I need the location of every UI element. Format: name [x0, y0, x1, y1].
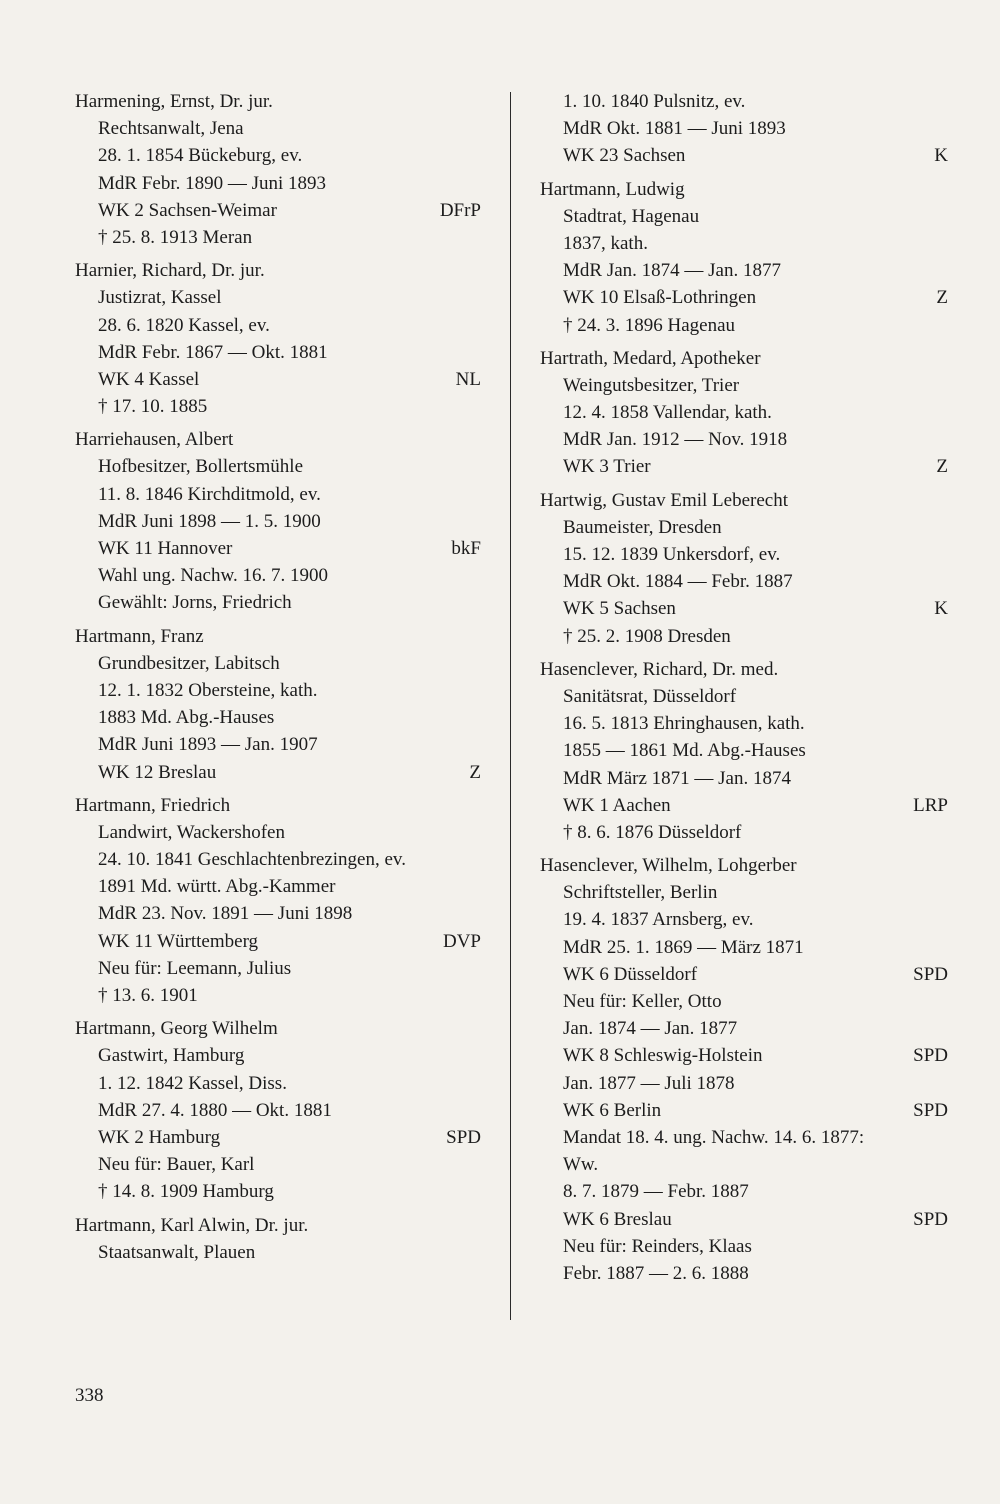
entry-text: 11. 8. 1846 Kirchditmold, ev.	[98, 483, 321, 505]
entry-line	[540, 683, 948, 710]
entry-line	[540, 257, 948, 284]
entry-text: 12. 1. 1832 Obersteine, kath.	[98, 679, 318, 701]
entry-text: WK 4 Kassel	[98, 368, 200, 390]
entry-text: Gastwirt, Hamburg	[98, 1045, 245, 1067]
entry-line	[75, 115, 481, 142]
entry-text: Sanitätsrat, Düsseldorf	[563, 685, 737, 707]
entry-text: MdR 25. 1. 1869 — März 1871	[563, 936, 804, 958]
entry-line	[75, 677, 481, 704]
entry-text: Weingutsbesitzer, Trier	[563, 374, 740, 396]
party-abbreviation: SPD	[913, 1208, 948, 1230]
entry-text: Neu für: Keller, Otto	[563, 991, 722, 1012]
entry-line	[540, 203, 948, 230]
entry-line	[75, 846, 481, 873]
entry-text: 28. 1. 1854 Bückeburg, ev.	[98, 145, 303, 167]
entry-line	[75, 1070, 481, 1097]
entry-text: † 25. 2. 1908 Dresden	[563, 625, 731, 647]
entry-text: Staatsanwalt, Plauen	[98, 1241, 256, 1263]
entry-line	[540, 372, 948, 399]
entry-text: 8. 7. 1879 — Febr. 1887	[563, 1181, 749, 1203]
entry-line	[540, 284, 948, 311]
entry-line	[540, 399, 948, 426]
entry-text: WK 5 Sachsen	[563, 598, 676, 620]
directory-entry	[540, 345, 948, 481]
party-abbreviation: bkF	[451, 538, 481, 559]
entry-line	[75, 982, 481, 1009]
entry-text: MdR Febr. 1890 — Juni 1893	[98, 172, 327, 194]
entry-text: Hartmann, Georg Wilhelm	[75, 1018, 278, 1040]
entry-text: Harnier, Richard, Dr. jur.	[75, 260, 265, 282]
entry-line	[75, 535, 481, 562]
entry-text: † 17. 10. 1885	[98, 396, 208, 418]
party-abbreviation: DVP	[442, 930, 481, 952]
entry-line	[75, 224, 481, 251]
entry-line	[75, 508, 481, 535]
entry-text: Wahl ung. Nachw. 16. 7. 1900	[98, 565, 328, 587]
directory-entry	[75, 792, 481, 1010]
entry-text: WK 8 Schleswig-Holstein	[563, 1045, 763, 1067]
entry-text: Baumeister, Dresden	[563, 516, 722, 538]
entry-name	[75, 623, 481, 650]
party-abbreviation: K	[934, 145, 948, 167]
entry-line	[75, 1124, 481, 1151]
entry-line	[75, 453, 481, 480]
entry-text: † 25. 8. 1913 Meran	[98, 226, 253, 248]
entry-line	[540, 1178, 948, 1205]
entry-line	[75, 819, 481, 846]
entry-text: WK 11 Württemberg	[98, 930, 259, 952]
entry-line	[540, 1097, 948, 1124]
entry-text: Hartrath, Medard, Apotheker	[540, 347, 761, 369]
entry-line	[540, 1151, 948, 1178]
entry-line	[540, 623, 948, 650]
entry-line	[75, 704, 481, 731]
entry-line	[75, 955, 481, 982]
entry-line	[540, 1124, 948, 1151]
party-abbreviation: SPD	[913, 1045, 948, 1067]
entry-name	[75, 426, 481, 453]
entry-text: MdR Febr. 1867 — Okt. 1881	[98, 341, 328, 363]
entry-line	[540, 426, 948, 453]
entry-line	[75, 650, 481, 677]
directory-entry	[540, 176, 948, 339]
entry-text: Gewählt: Jorns, Friedrich	[98, 592, 292, 614]
entry-line	[75, 1178, 481, 1205]
entry-text: † 8. 6. 1876 Düsseldorf	[563, 821, 742, 843]
entry-text: Hofbesitzer, Bollertsmühle	[98, 456, 304, 478]
entry-line	[75, 170, 481, 197]
entry-text: MdR Jan. 1912 — Nov. 1918	[563, 429, 788, 451]
entry-line	[75, 393, 481, 420]
party-abbreviation: DFrP	[439, 199, 481, 221]
entry-text: MdR Okt. 1884 — Febr. 1887	[563, 571, 793, 593]
entry-text: Harriehausen, Albert	[75, 429, 234, 451]
entry-text: Ww.	[563, 1154, 599, 1176]
entry-text: 1. 10. 1840 Pulsnitz, ev.	[563, 91, 746, 112]
entry-line	[540, 568, 948, 595]
party-abbreviation: Z	[936, 456, 948, 478]
entry-text: 1837, kath.	[563, 232, 648, 254]
entry-text: † 24. 3. 1896 Hagenau	[563, 314, 736, 336]
entry-line	[540, 1206, 948, 1233]
entry-name	[75, 88, 481, 115]
entry-text: Neu für: Bauer, Karl	[98, 1154, 255, 1176]
entry-line	[75, 759, 481, 786]
entry-text: † 13. 6. 1901	[98, 985, 198, 1006]
entry-line	[75, 197, 481, 224]
party-abbreviation: NL	[455, 368, 481, 390]
entry-line	[540, 595, 948, 622]
entry-text: MdR 23. Nov. 1891 — Juni 1898	[98, 903, 353, 925]
party-abbreviation: Z	[469, 761, 481, 783]
directory-entry	[75, 1015, 481, 1205]
entry-text: † 14. 8. 1909 Hamburg	[98, 1181, 274, 1203]
entry-text: WK 6 Breslau	[563, 1208, 672, 1230]
entry-text: 1855 — 1861 Md. Abg.-Hauses	[563, 740, 806, 762]
entry-text: WK 3 Trier	[563, 456, 651, 478]
entry-line	[540, 961, 948, 988]
entry-line	[75, 873, 481, 900]
entry-line	[540, 1260, 948, 1287]
entry-text: 28. 6. 1820 Kassel, ev.	[98, 314, 270, 336]
entry-text: Hartmann, Friedrich	[75, 794, 231, 816]
entry-line	[540, 453, 948, 480]
entry-name	[540, 487, 948, 514]
entry-text: WK 10 Elsaß-Lothringen	[563, 287, 757, 309]
entry-text: 16. 5. 1813 Ehringhausen, kath.	[563, 713, 805, 735]
directory-entry	[75, 1212, 481, 1266]
entry-text: Stadtrat, Hagenau	[563, 205, 700, 227]
entry-line	[540, 1070, 948, 1097]
entry-name	[540, 345, 948, 372]
entry-name	[540, 176, 948, 203]
entry-text: MdR Juni 1893 — Jan. 1907	[98, 734, 318, 756]
entry-line	[75, 142, 481, 169]
entry-line	[75, 1151, 481, 1178]
entry-name	[540, 852, 948, 879]
entry-name	[75, 1015, 481, 1042]
entry-line	[540, 88, 948, 115]
entry-text: Neu für: Leemann, Julius	[98, 957, 292, 979]
entry-text: Hartmann, Franz	[75, 625, 204, 647]
party-abbreviation: K	[934, 598, 948, 620]
entry-text: WK 2 Hamburg	[98, 1126, 221, 1148]
entry-text: Hartmann, Karl Alwin, Dr. jur.	[75, 1214, 309, 1236]
entry-line	[540, 792, 948, 819]
entry-line	[540, 541, 948, 568]
entry-text: Landwirt, Wackershofen	[98, 821, 285, 843]
entry-line	[75, 731, 481, 758]
entry-text: 1. 12. 1842 Kassel, Diss.	[98, 1072, 287, 1094]
entry-text: WK 6 Düsseldorf	[563, 963, 698, 985]
entry-text: MdR Okt. 1881 — Juni 1893	[563, 118, 786, 140]
party-abbreviation: SPD	[446, 1126, 481, 1148]
entry-text: Febr. 1887 — 2. 6. 1888	[563, 1262, 749, 1284]
directory-entry	[540, 88, 948, 170]
entry-text: Mandat 18. 4. ung. Nachw. 14. 6. 1877:	[563, 1126, 865, 1148]
entry-line	[75, 312, 481, 339]
page-number: 338	[75, 1385, 104, 1406]
left-column	[75, 88, 481, 1272]
entry-line	[75, 928, 481, 955]
party-abbreviation: SPD	[913, 1099, 948, 1121]
entry-text: Justizrat, Kassel	[98, 287, 222, 309]
entry-line	[540, 934, 948, 961]
entry-text: WK 12 Breslau	[98, 761, 217, 783]
directory-entry	[75, 623, 481, 786]
entry-text: Neu für: Reinders, Klaas	[563, 1235, 752, 1257]
party-abbreviation: Z	[936, 287, 948, 309]
entry-text: Hasenclever, Richard, Dr. med.	[540, 658, 779, 680]
entry-line	[75, 339, 481, 366]
entry-line	[540, 879, 948, 906]
entry-line	[540, 230, 948, 257]
entry-line	[75, 366, 481, 393]
directory-entry	[540, 487, 948, 650]
entry-text: Hartwig, Gustav Emil Leberecht	[540, 489, 788, 511]
entry-line	[540, 312, 948, 339]
entry-text: Grundbesitzer, Labitsch	[98, 652, 280, 674]
directory-entry	[75, 88, 481, 251]
entry-text: Hartmann, Ludwig	[540, 178, 685, 200]
entry-line	[540, 115, 948, 142]
entry-line	[75, 900, 481, 927]
entry-line	[540, 906, 948, 933]
entry-text: MdR Jan. 1874 — Jan. 1877	[563, 260, 781, 282]
entry-text: 12. 4. 1858 Vallendar, kath.	[563, 402, 772, 424]
entry-text: WK 23 Sachsen	[563, 145, 686, 167]
entry-text: MdR März 1871 — Jan. 1874	[563, 767, 791, 789]
entry-text: Schriftsteller, Berlin	[563, 882, 718, 904]
entry-line	[540, 710, 948, 737]
entry-line	[540, 1042, 948, 1069]
entry-line	[75, 1239, 481, 1266]
entry-text: Hasenclever, Wilhelm, Lohgerber	[540, 855, 797, 877]
entry-line	[540, 514, 948, 541]
entry-line	[75, 284, 481, 311]
column-divider	[510, 92, 511, 1320]
entry-line	[540, 1233, 948, 1260]
entry-text: WK 11 Hannover	[98, 538, 233, 559]
directory-entry	[75, 426, 481, 616]
entry-text: Rechtsanwalt, Jena	[98, 118, 244, 140]
entry-line	[75, 1042, 481, 1069]
entry-line	[540, 737, 948, 764]
entry-text: 1883 Md. Abg.-Hauses	[98, 707, 275, 729]
entry-line	[540, 142, 948, 169]
entry-line	[75, 1097, 481, 1124]
entry-text: 24. 10. 1841 Geschlachtenbrezingen, ev.	[98, 849, 406, 871]
entry-text: 19. 4. 1837 Arnsberg, ev.	[563, 909, 754, 931]
entry-line	[540, 819, 948, 846]
entry-line	[75, 562, 481, 589]
entry-line	[75, 589, 481, 616]
entry-text: Jan. 1874 — Jan. 1877	[563, 1018, 738, 1040]
entry-text: WK 6 Berlin	[563, 1099, 662, 1121]
entry-name	[540, 656, 948, 683]
entry-line	[540, 988, 948, 1015]
party-abbreviation: LRP	[913, 794, 948, 816]
entry-name	[75, 792, 481, 819]
entry-text: MdR Juni 1898 — 1. 5. 1900	[98, 510, 321, 532]
right-column	[540, 88, 948, 1293]
party-abbreviation: SPD	[913, 963, 948, 985]
directory-entry	[540, 656, 948, 846]
entry-text: 1891 Md. württ. Abg.-Kammer	[98, 876, 336, 898]
entry-text: Harmening, Ernst, Dr. jur.	[75, 91, 273, 112]
entry-text: Jan. 1877 — Juli 1878	[563, 1072, 735, 1094]
entry-text: WK 1 Aachen	[563, 794, 671, 816]
directory-entry	[540, 852, 948, 1287]
entry-line	[75, 481, 481, 508]
entry-text: 15. 12. 1839 Unkersdorf, ev.	[563, 544, 781, 565]
directory-entry	[75, 257, 481, 420]
entry-name	[75, 257, 481, 284]
entry-text: MdR 27. 4. 1880 — Okt. 1881	[98, 1099, 332, 1121]
entry-text: WK 2 Sachsen-Weimar	[98, 199, 277, 221]
entry-name	[75, 1212, 481, 1239]
entry-line	[540, 765, 948, 792]
entry-line	[540, 1015, 948, 1042]
